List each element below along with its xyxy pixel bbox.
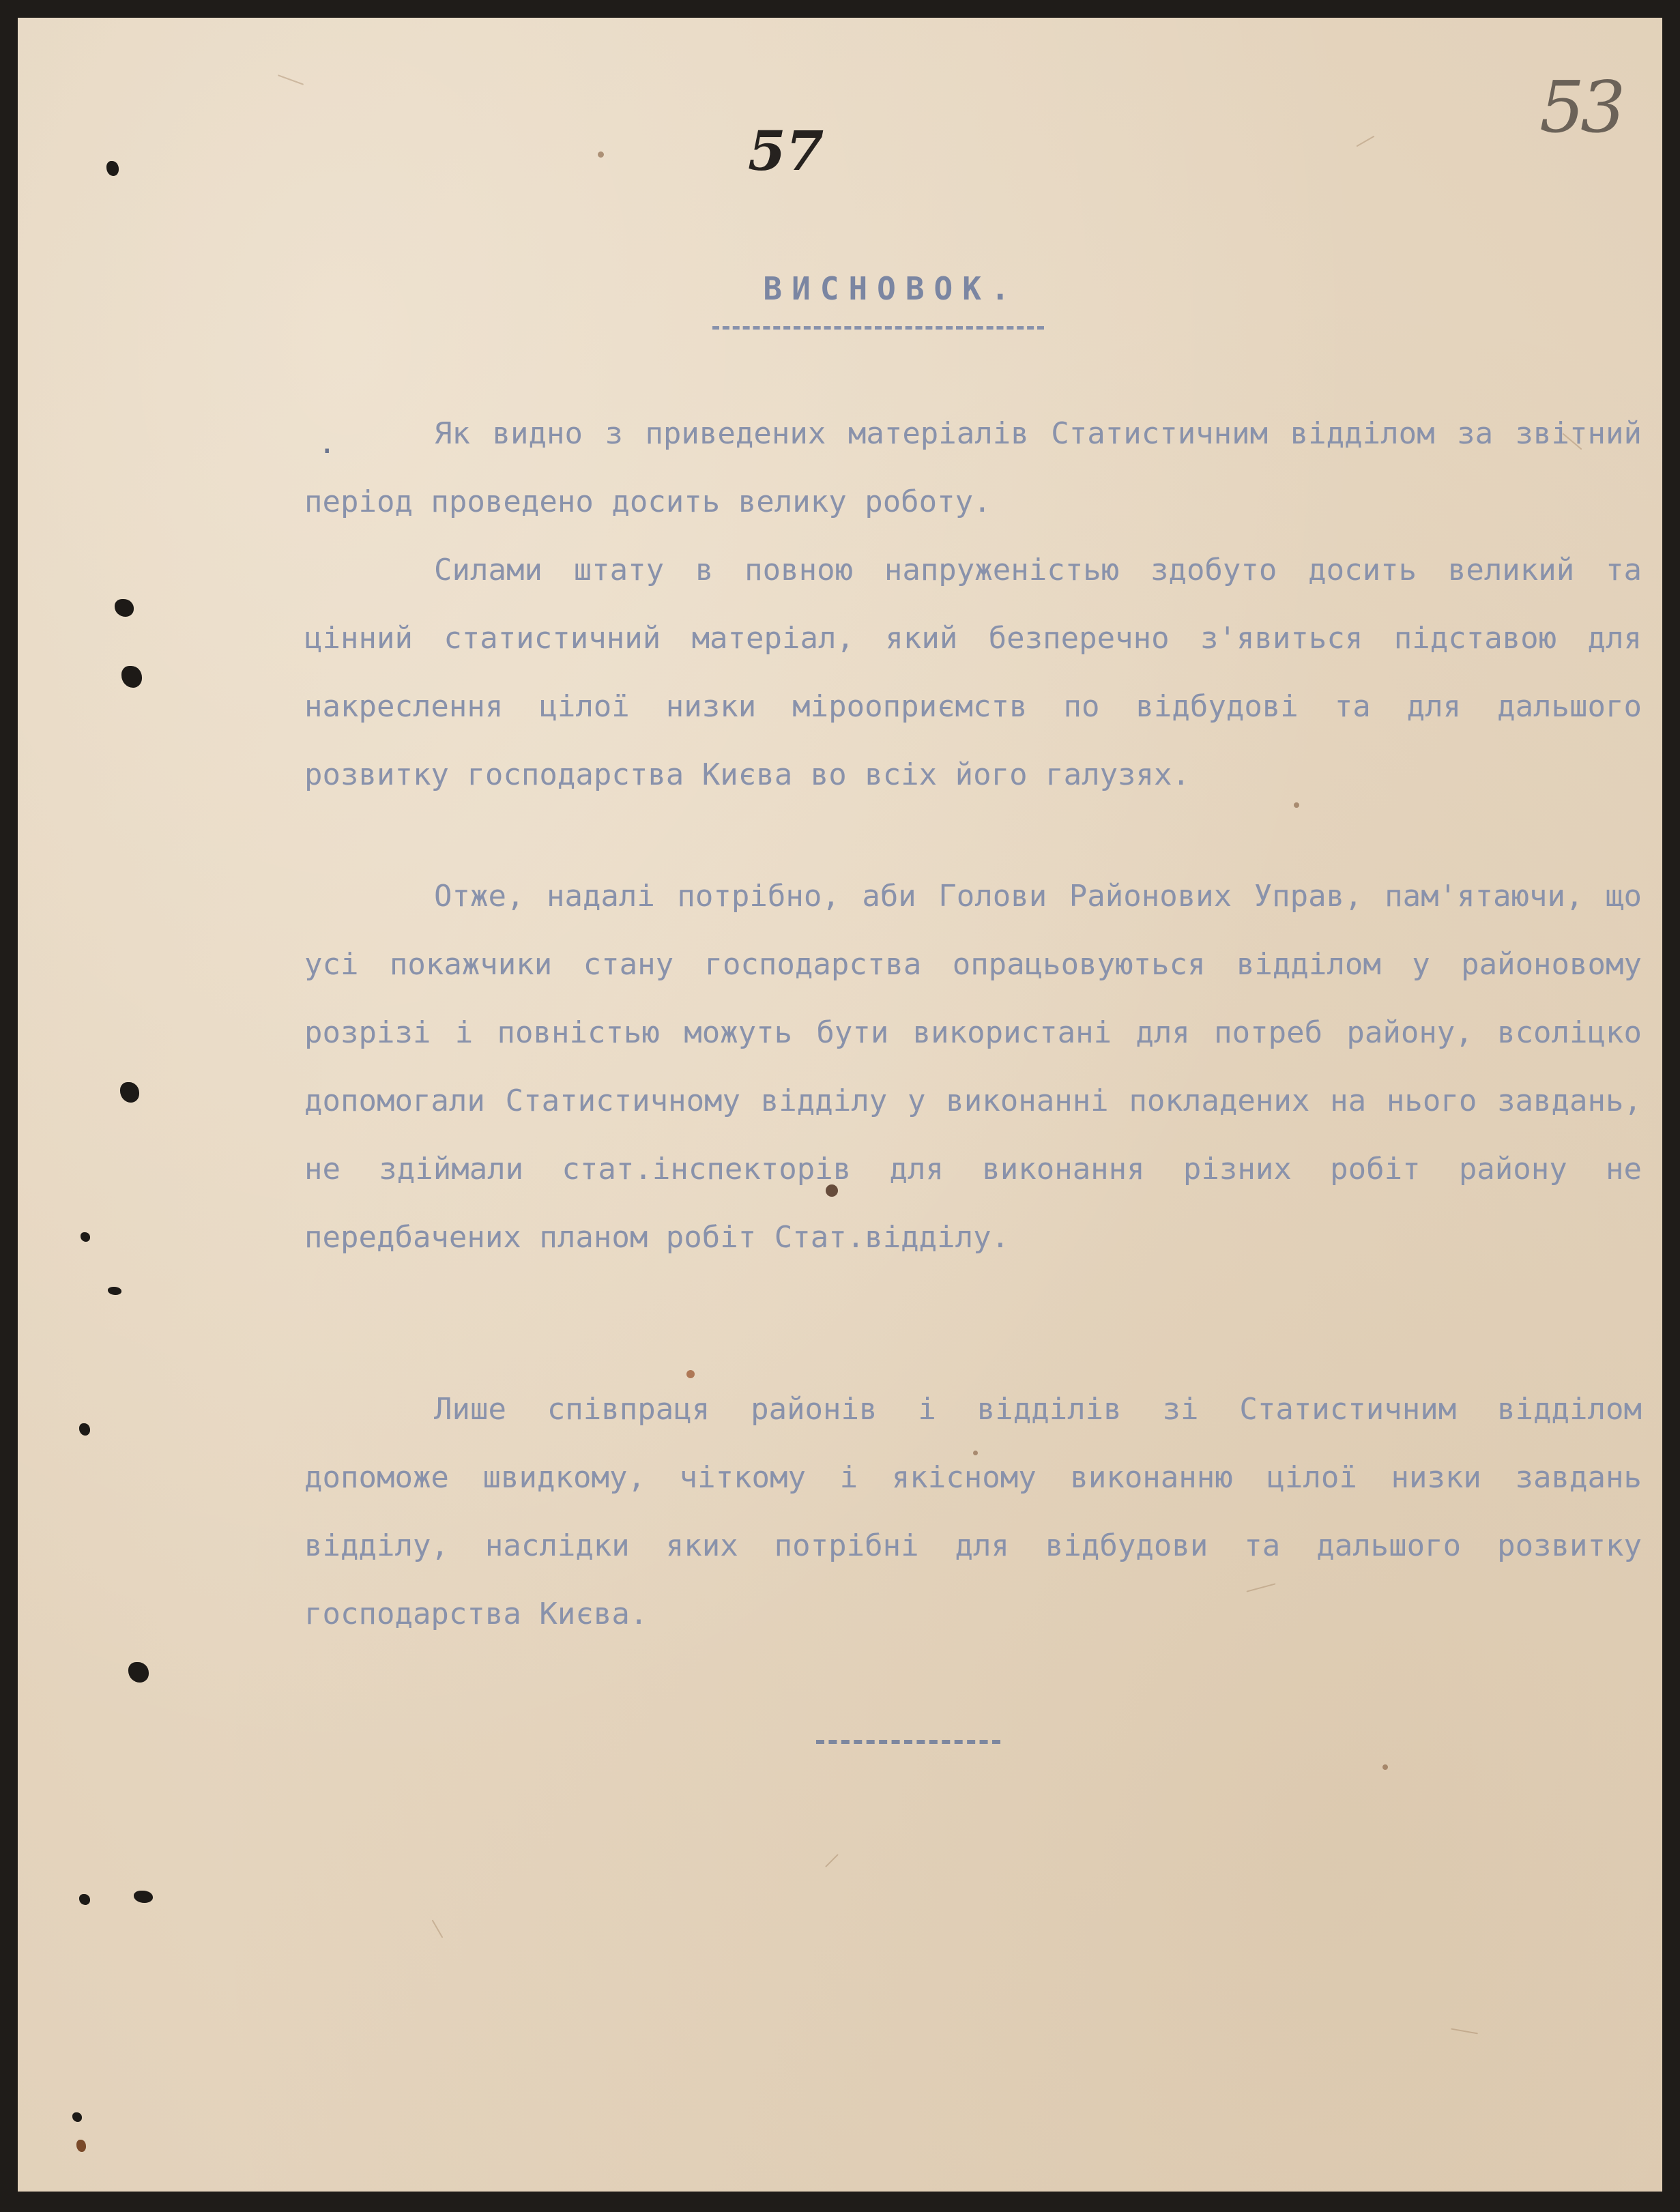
punch-hole [79,1894,90,1905]
paper-fiber [432,1920,444,1938]
paper-speck [1382,1764,1388,1770]
paper-fiber [1451,2028,1478,2035]
paragraph-3: Отже, надалі потрібно, аби Голови Районових Управ, пам'ятаючи, що усі покажчики стану господарства опрацьовуються відділом у районовому розрізі і повністью можуть бути використані для потреб району, всоліцко допомогали Статистичному відділу у виконанні покладених на нього завдань, не здіймали стат.інспекторів для виконання різних робіт району не передбачених планом робіт Стат.відділу. [304,879,1642,1255]
closing-rule [816,1740,1000,1744]
paragraph-2: Силами штату в повною напруженістью здобуто досить великий та цінний статистичний матеріал, який безперечно з'явиться підставою для накреслення цілої низки мірооприємств по відбудові та для дальшого розвитку господарства Києва во всіх його галузях. [304,553,1642,792]
punch-hole [76,2140,86,2152]
paper-fiber [825,1854,839,1867]
paragraph-4: Лише співпраця районів і відділів зі Статистичним відділом допоможе швидкому, чіткому і якісному виконанню цілої низки завдань відділу, наслідки яких потрібні для відбудови та дальшого розвитку господарства Києва. [304,1392,1642,1631]
punch-hole [106,161,119,176]
paper-fiber [278,74,304,85]
punch-hole [81,1232,90,1242]
punch-hole [72,2112,82,2122]
paragraph-1: Як видно з приведених матеріалів Статистичним відділом за звітний період проведено досить велику роботу. [304,416,1642,519]
title-underline [712,326,1044,330]
punch-hole [134,1891,153,1903]
punch-hole [115,599,134,617]
punch-hole [121,666,142,688]
paragraph-bullet: . [318,426,336,461]
punch-hole [120,1082,139,1103]
document-page [18,18,1662,2192]
punch-hole [128,1662,149,1683]
paper-fiber [1357,136,1375,147]
punch-hole [108,1287,121,1295]
page-mark: 57 [748,119,824,183]
folio-number: 53 [1539,66,1622,149]
paper-speck [598,151,604,158]
document-title: ВИСНОВОК. [763,270,1019,307]
punch-hole [79,1423,90,1436]
